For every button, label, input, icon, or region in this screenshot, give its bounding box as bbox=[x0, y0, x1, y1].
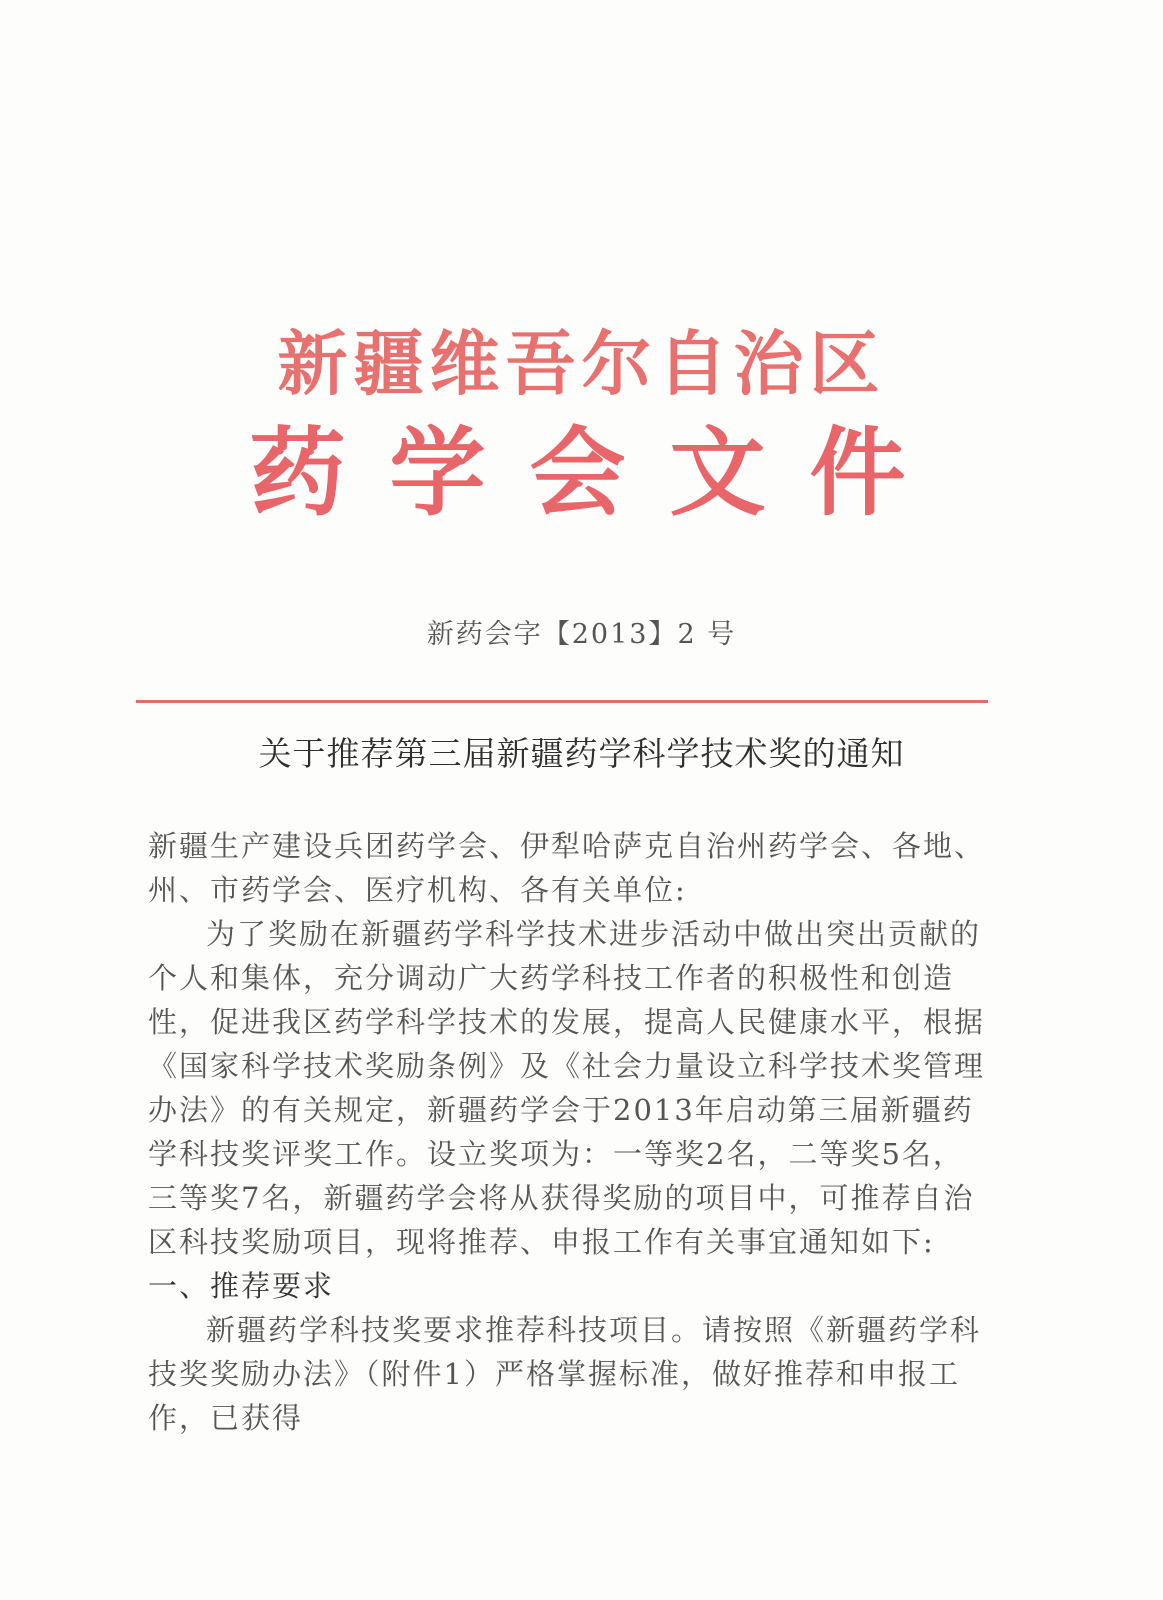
recipients-paragraph: 新疆生产建设兵团药学会、伊犁哈萨克自治州药学会、各地、州、市药学会、医疗机构、各有关单位: bbox=[148, 829, 986, 907]
document-type-header: 药学会文件 bbox=[249, 416, 950, 529]
document-number: 新药会字【2013】2 号 bbox=[426, 619, 737, 650]
red-divider-line bbox=[136, 700, 988, 703]
document-body bbox=[148, 824, 988, 1440]
section-paragraph: 新疆药学科技奖要求推荐科技项目。请按照《新疆药学科技奖奖励办法》（附件1）严格掌握标准，做好推荐和申报工作，已获得 bbox=[148, 1313, 982, 1435]
org-header: 新疆维吾尔自治区 bbox=[277, 322, 886, 405]
section-heading: 一、推荐要求 bbox=[148, 1269, 335, 1303]
notice-title: 关于推荐第三届新疆药学科学技术奖的通知 bbox=[258, 734, 905, 773]
body-paragraph: 为了奖励在新疆药学科学技术进步活动中做出突出贡献的个人和集体，充分调动广大药学科技工作者的积极性和创造性，促进我区药学科学技术的发展，提高人民健康水平，根据《国家科学技术奖励条例》及《社会力量设立科学技术奖管理办法》的有关规定，新疆药学会于2013年启动第三届新疆药学科技奖评奖工作。设立奖项为：一等奖2名，二等奖5名，三等奖7名，新疆药学会将从获得奖励的项目中，可推荐自治区科技奖励项目，现将推荐、申报工作有关事宜通知如下: bbox=[148, 917, 986, 1259]
